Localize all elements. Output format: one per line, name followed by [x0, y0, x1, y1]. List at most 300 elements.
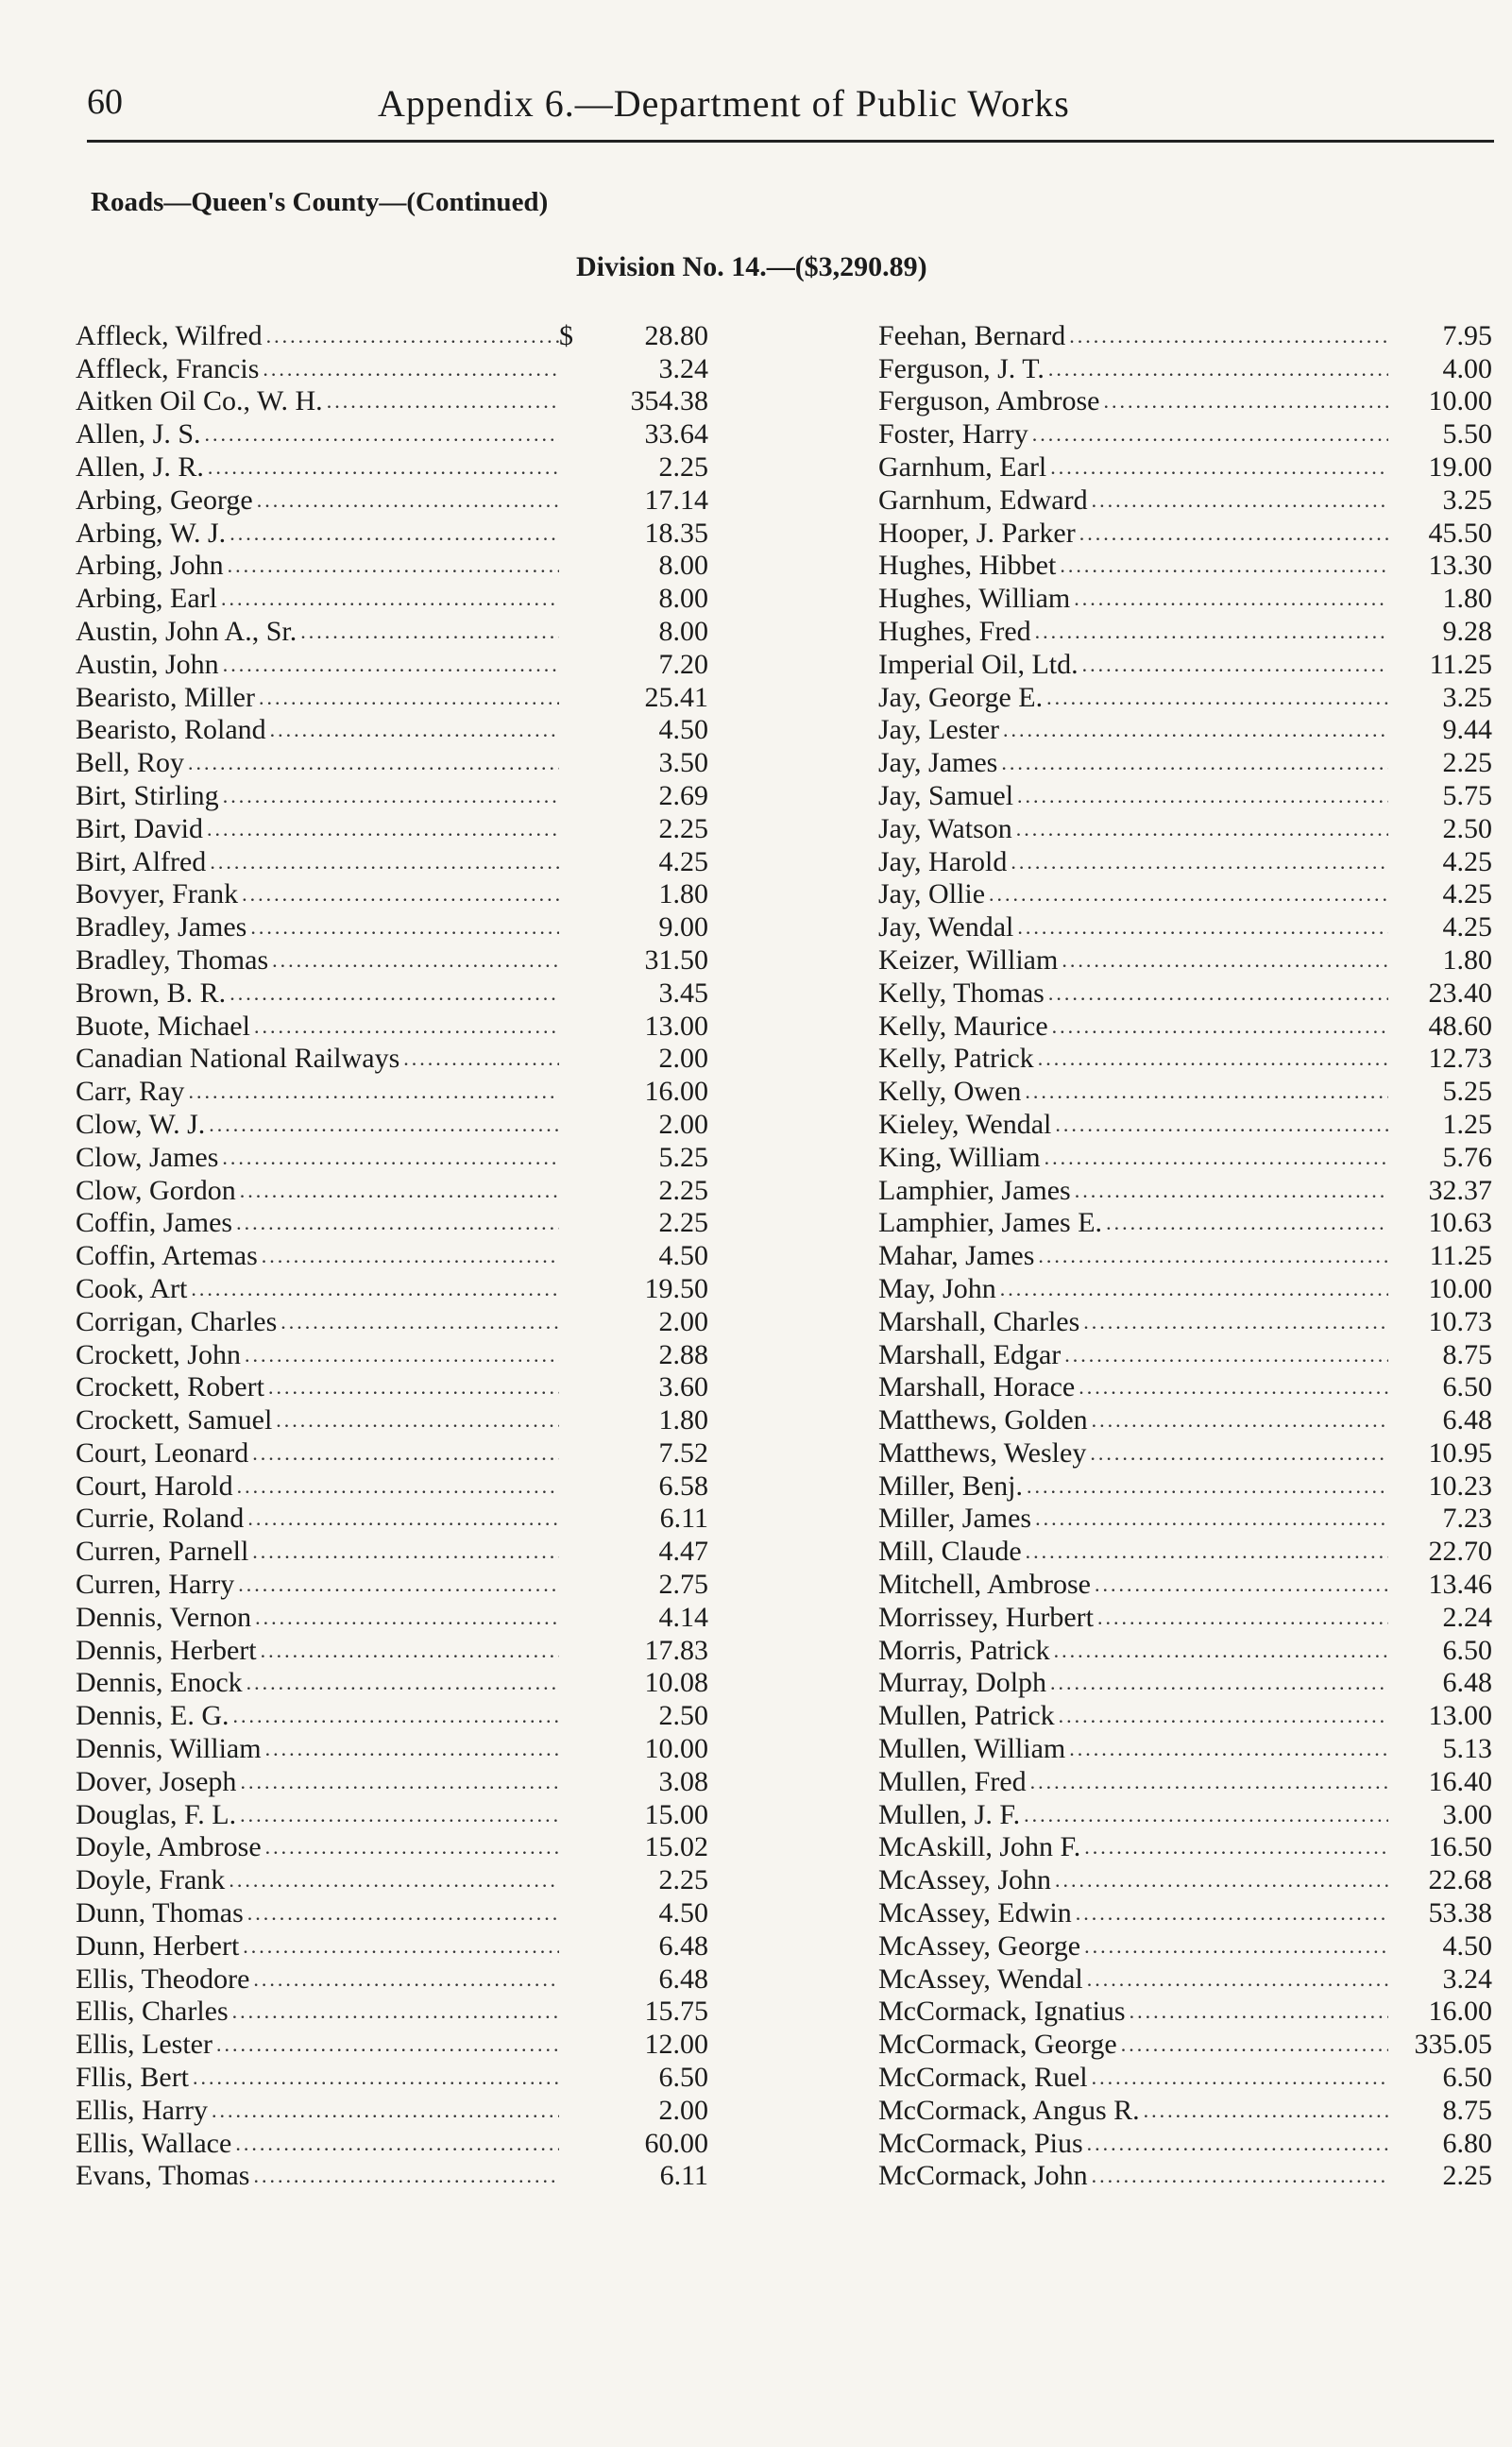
entry-name: Curren, Harry: [76, 1569, 235, 1601]
entry-amount: 11.25: [1429, 1240, 1492, 1272]
entry-amount: 6.80: [1442, 2127, 1492, 2159]
entry-amount: 1.80: [1442, 943, 1492, 976]
list-item: [878, 2028, 1492, 2061]
entry-amount: 12.73: [1428, 1043, 1492, 1075]
dot-leader: [1041, 1142, 1388, 1174]
entry-name: Dunn, Thomas: [76, 1897, 244, 1929]
dot-leader: [1083, 2128, 1388, 2160]
list-item: [76, 1732, 708, 1765]
entry-name: Kieley, Wendal: [878, 1108, 1052, 1140]
dot-leader: [1088, 2062, 1388, 2094]
entry-amount: 3.25: [1442, 681, 1492, 713]
entry-name: Foster, Harry: [878, 418, 1028, 450]
entry-name: Jay, Lester: [878, 714, 999, 746]
entry-amount: 4.00: [1442, 352, 1492, 384]
list-item: [878, 910, 1492, 943]
list-item: [76, 812, 708, 845]
entry-name: Marshall, Edgar: [878, 1338, 1062, 1370]
list-item: [878, 1174, 1492, 1207]
entry-amount: 3.24: [658, 352, 708, 384]
dot-leader: [1070, 583, 1388, 615]
entry-amount: 8.75: [1442, 1338, 1492, 1370]
entry-amount: 16.50: [1428, 1831, 1492, 1863]
entry-name: Canadian National Railways: [76, 1043, 400, 1075]
list-item: [76, 1272, 708, 1305]
dot-leader: [1080, 1930, 1388, 1963]
list-item: [878, 1863, 1492, 1896]
list-item: [76, 2160, 708, 2193]
list-item: [878, 1601, 1492, 1634]
dot-leader: [226, 977, 559, 1010]
dot-leader: [258, 1240, 559, 1272]
list-item: [76, 615, 708, 648]
right-column: [878, 319, 1492, 2192]
entry-amount: 17.14: [644, 484, 708, 516]
list-item: [878, 714, 1492, 747]
list-item: [76, 1699, 708, 1732]
dot-leader: [262, 1733, 559, 1765]
entry-name: Mullen, William: [878, 1733, 1066, 1765]
dot-leader: [999, 714, 1388, 746]
entry-name: McCormack, Ignatius: [878, 1996, 1126, 2028]
list-item: [76, 2094, 708, 2127]
list-item: [76, 746, 708, 779]
dot-leader: [225, 1864, 559, 1896]
entry-name: McCormack, Ruel: [878, 2062, 1088, 2094]
entry-amount: 2.25: [658, 1864, 708, 1896]
entry-name: Ellis, Charles: [76, 1996, 229, 2028]
entry-amount: 335.05: [1414, 2029, 1492, 2061]
list-item: [878, 1436, 1492, 1470]
entry-name: Crockett, John: [76, 1338, 241, 1370]
entry-amount: 32.37: [1428, 1174, 1492, 1206]
dot-leader: [206, 846, 559, 878]
list-item: [878, 1929, 1492, 1963]
entry-name: Garnhum, Edward: [878, 484, 1088, 516]
dot-leader: [1012, 813, 1388, 845]
entry-name: Kelly, Owen: [878, 1076, 1022, 1108]
entry-name: Bell, Roy: [76, 747, 185, 779]
entry-name: Birt, David: [76, 812, 203, 844]
list-item: [878, 484, 1492, 517]
dot-leader: [218, 1142, 559, 1174]
list-item: [878, 648, 1492, 681]
dot-leader: [248, 1536, 559, 1568]
list-item: [76, 385, 708, 418]
entry-amount: 16.00: [1428, 1996, 1492, 2028]
list-item: [76, 1503, 708, 1536]
dot-leader: [204, 451, 559, 484]
dot-leader: [236, 1799, 559, 1831]
entry-amount: 3.45: [658, 977, 708, 1009]
list-item: [76, 319, 708, 352]
dot-leader: [1031, 1503, 1388, 1535]
dot-leader: [257, 1635, 559, 1667]
dot-leader: [1023, 1470, 1388, 1503]
list-item: [76, 582, 708, 615]
entry-name: Allen, J. S.: [76, 418, 201, 450]
entry-amount: 10.95: [1428, 1436, 1492, 1469]
entry-name: Affleck, Wilfred: [76, 319, 263, 351]
entry-name: Mitchell, Ambrose: [878, 1569, 1091, 1601]
entry-amount: 5.13: [1442, 1733, 1492, 1765]
entry-name: Marshall, Horace: [878, 1371, 1076, 1403]
entry-name: Curren, Parnell: [76, 1536, 249, 1568]
currency-symbol: $: [559, 319, 573, 351]
list-item: [878, 1765, 1492, 1798]
entry-amount: 28.80: [644, 319, 708, 351]
entry-name: Lamphier, James: [878, 1174, 1071, 1206]
entry-amount: 2.00: [658, 1305, 708, 1337]
entry-amount: 6.48: [658, 1929, 708, 1962]
dot-leader: [1028, 418, 1388, 450]
entry-amount: 16.40: [1428, 1765, 1492, 1797]
entry-name: Jay, Harold: [878, 845, 1008, 877]
dot-leader: [1075, 1371, 1388, 1403]
dot-leader: [1088, 484, 1388, 517]
entry-name: Crockett, Robert: [76, 1371, 264, 1403]
entry-amount: 6.50: [1442, 1634, 1492, 1666]
dot-leader: [249, 2160, 559, 2192]
dot-leader: [1034, 1043, 1388, 1075]
dot-leader: [1072, 1897, 1388, 1929]
dot-leader: [1045, 977, 1388, 1010]
entry-amount: 1.80: [658, 1404, 708, 1436]
list-item: [878, 1963, 1492, 1996]
dot-leader: [1007, 846, 1388, 878]
list-item: [878, 2160, 1492, 2193]
list-item: [878, 2127, 1492, 2160]
entry-name: McCormack, Angus R.: [878, 2094, 1140, 2126]
entry-amount: 4.25: [658, 845, 708, 877]
entry-amount: 5.25: [658, 1141, 708, 1173]
list-item: [76, 1765, 708, 1798]
dot-leader: [1046, 1667, 1388, 1699]
entry-amount: 15.00: [644, 1798, 708, 1830]
list-item: [76, 2061, 708, 2094]
dot-leader: [1031, 616, 1388, 648]
list-item: [76, 1371, 708, 1404]
list-item: [76, 484, 708, 517]
entry-amount: 48.60: [1428, 1010, 1492, 1042]
entry-amount: 13.00: [1428, 1700, 1492, 1732]
entry-amount: 19.00: [1428, 450, 1492, 483]
dot-leader: [399, 1043, 559, 1075]
list-item: [878, 977, 1492, 1010]
entry-amount: 2.00: [658, 2094, 708, 2126]
entry-name: Mullen, Fred: [878, 1765, 1027, 1797]
list-item: [76, 450, 708, 484]
list-item: [878, 1305, 1492, 1338]
entry-name: Arbing, John: [76, 550, 224, 582]
dot-leader: [208, 2095, 559, 2127]
left-column: [76, 319, 708, 2192]
list-item: [76, 1568, 708, 1601]
list-item: [878, 1272, 1492, 1305]
list-item: [878, 1338, 1492, 1371]
entry-amount: 18.35: [644, 517, 708, 549]
dot-leader: [233, 1470, 559, 1503]
entry-name: McCormack, George: [878, 2029, 1117, 2061]
entry-name: Affleck, Francis: [76, 352, 260, 384]
dot-leader: [259, 353, 559, 385]
entry-name: Ellis, Theodore: [76, 1963, 250, 1995]
dot-leader: [253, 484, 559, 517]
entry-amount: 6.50: [1442, 1371, 1492, 1403]
list-item: [878, 517, 1492, 550]
entry-name: Mullen, Patrick: [878, 1700, 1055, 1732]
dot-leader: [266, 714, 559, 746]
dot-leader: [1079, 649, 1388, 681]
list-item: [76, 1207, 708, 1240]
entry-name: Ferguson, Ambrose: [878, 385, 1100, 417]
entry-name: Coffin, James: [76, 1207, 233, 1239]
dot-leader: [985, 878, 1388, 910]
entry-amount: 13.30: [1428, 550, 1492, 582]
entry-name: Dennis, Enock: [76, 1667, 243, 1699]
page-number: 60: [87, 82, 123, 122]
entry-name: Dennis, William: [76, 1733, 262, 1765]
list-item: [76, 1174, 708, 1207]
list-item: [878, 1010, 1492, 1043]
list-item: [878, 1732, 1492, 1765]
entry-name: Jay, George E.: [878, 681, 1044, 713]
list-item: [76, 648, 708, 681]
list-item: [878, 1667, 1492, 1700]
entry-amount: 5.75: [1442, 779, 1492, 811]
entry-name: Dennis, Herbert: [76, 1634, 257, 1666]
entry-amount: 19.50: [644, 1272, 708, 1304]
list-item: [878, 417, 1492, 450]
entry-amount: 3.00: [1442, 1798, 1492, 1830]
entry-amount: 6.50: [658, 2062, 708, 2094]
entry-amount: 2.50: [658, 1700, 708, 1732]
entry-name: Bearisto, Roland: [76, 714, 266, 746]
entry-amount: 6.48: [1442, 1404, 1492, 1436]
entry-name: Court, Harold: [76, 1470, 233, 1502]
dot-leader: [241, 1339, 559, 1371]
dot-leader: [246, 911, 559, 943]
list-item: [76, 1601, 708, 1634]
entry-name: Carr, Ray: [76, 1076, 185, 1108]
list-item: [76, 1831, 708, 1864]
entry-amount: 25.41: [644, 681, 708, 713]
entry-name: Austin, John A., Sr.: [76, 615, 297, 647]
list-item: [878, 2061, 1492, 2094]
dot-leader: [1013, 780, 1388, 812]
entry-amount: 4.14: [658, 1601, 708, 1633]
entry-amount: 31.50: [644, 943, 708, 976]
entry-name: Lamphier, James E.: [878, 1207, 1103, 1239]
dot-leader: [1055, 1700, 1388, 1732]
entry-amount: 2.69: [658, 779, 708, 811]
list-item: [878, 1798, 1492, 1831]
list-item: [76, 779, 708, 812]
entry-amount: 13.00: [644, 1010, 708, 1042]
entry-name: Hughes, Fred: [878, 615, 1031, 647]
entry-amount: 4.47: [658, 1536, 708, 1568]
entry-amount: 12.00: [644, 2029, 708, 2061]
entry-amount: 2.25: [658, 812, 708, 844]
list-item: [878, 1403, 1492, 1436]
entry-name: May, John: [878, 1272, 996, 1304]
dot-leader: [1102, 1207, 1388, 1239]
entry-amount: 8.75: [1442, 2094, 1492, 2126]
entry-name: McCormack, John: [878, 2160, 1088, 2192]
dot-leader: [184, 747, 559, 779]
list-item: [878, 352, 1492, 385]
list-item: [878, 2094, 1492, 2127]
entry-amount: 4.50: [1442, 1929, 1492, 1962]
dot-leader: [1051, 1864, 1388, 1896]
entry-amount: 2.24: [1442, 1601, 1492, 1633]
list-item: [76, 1075, 708, 1108]
entry-amount: 3.08: [658, 1765, 708, 1797]
dot-leader: [184, 1076, 559, 1108]
entry-amount: 6.58: [658, 1470, 708, 1502]
entry-amount: 1.25: [1442, 1108, 1492, 1140]
dot-leader: [1020, 1799, 1388, 1831]
dot-leader: [1027, 1766, 1388, 1798]
entry-name: Ferguson, J. T.: [878, 352, 1045, 384]
dot-leader: [1056, 550, 1388, 582]
dot-leader: [264, 1371, 559, 1403]
entry-amount: 3.24: [1442, 1963, 1492, 1995]
entry-amount: 7.52: [658, 1436, 708, 1469]
list-item: [878, 1831, 1492, 1864]
list-item: [76, 1010, 708, 1043]
list-item: [878, 1568, 1492, 1601]
entry-amount: 10.63: [1428, 1207, 1492, 1239]
dot-leader: [1086, 1437, 1388, 1470]
entry-amount: 3.25: [1442, 484, 1492, 516]
entry-amount: 10.00: [1428, 1272, 1492, 1304]
dot-leader: [226, 518, 559, 550]
entry-amount: 4.25: [1442, 911, 1492, 943]
list-item: [878, 943, 1492, 977]
list-item: [878, 1108, 1492, 1141]
entry-amount: 4.50: [658, 714, 708, 746]
entry-amount: 2.25: [658, 450, 708, 483]
entry-amount: 23.40: [1428, 977, 1492, 1009]
list-item: [76, 417, 708, 450]
list-item: [76, 1929, 708, 1963]
dot-leader: [1117, 2029, 1388, 2061]
entry-name: Ellis, Wallace: [76, 2127, 232, 2159]
dot-leader: [236, 1766, 559, 1798]
entry-name: Arbing, W. J.: [76, 517, 227, 549]
dot-leader: [323, 385, 559, 417]
page-header: [0, 0, 1512, 151]
dot-leader: [251, 1602, 559, 1634]
entry-amount: 6.50: [1442, 2062, 1492, 2094]
entry-name: Feehan, Bernard: [878, 319, 1066, 351]
dot-leader: [205, 1109, 559, 1141]
entry-name: Mill, Claude: [878, 1536, 1022, 1568]
list-item: [76, 1667, 708, 1700]
entry-name: Fllis, Bert: [76, 2062, 190, 2094]
dot-leader: [201, 418, 559, 450]
dot-leader: [1088, 2160, 1388, 2192]
list-item: [878, 681, 1492, 714]
entry-amount: 4.25: [1442, 878, 1492, 910]
entry-amount: 2.00: [658, 1108, 708, 1140]
entry-name: Murray, Dolph: [878, 1667, 1047, 1699]
entry-amount: 3.50: [658, 747, 708, 779]
entry-name: Evans, Thomas: [76, 2160, 250, 2192]
entry-name: Matthews, Wesley: [878, 1436, 1087, 1469]
dot-leader: [277, 1306, 559, 1338]
entry-name: Currie, Roland: [76, 1503, 245, 1535]
entry-name: Buote, Michael: [76, 1010, 250, 1042]
dot-leader: [1022, 1536, 1388, 1568]
list-item: [76, 2028, 708, 2061]
entry-amount: 10.73: [1428, 1305, 1492, 1337]
entry-name: Miller, James: [878, 1503, 1032, 1535]
dot-leader: [249, 1963, 559, 1996]
entry-amount: 2.88: [658, 1338, 708, 1370]
dot-leader: [297, 616, 559, 648]
entry-name: Kelly, Patrick: [878, 1043, 1034, 1075]
entry-amount: 10.00: [644, 1733, 708, 1765]
entry-amount: 17.83: [644, 1634, 708, 1666]
list-item: [76, 1634, 708, 1667]
list-item: [878, 1239, 1492, 1272]
entry-amount: 6.11: [659, 1503, 708, 1535]
list-item: [878, 615, 1492, 648]
entry-name: Jay, James: [878, 747, 998, 779]
dot-leader: [1083, 1963, 1388, 1996]
dot-leader: [250, 1011, 559, 1043]
dot-leader: [1099, 385, 1388, 417]
entry-name: Marshall, Charles: [878, 1305, 1080, 1337]
dot-leader: [224, 550, 559, 582]
dot-leader: [1091, 1569, 1388, 1601]
dot-leader: [238, 878, 559, 910]
list-item: [76, 1996, 708, 2029]
entry-name: Dennis, Vernon: [76, 1601, 252, 1633]
entry-name: Bovyer, Frank: [76, 878, 239, 910]
list-item: [76, 517, 708, 550]
list-item: [76, 878, 708, 911]
dot-leader: [229, 1996, 559, 2028]
entry-name: Dennis, E. G.: [76, 1700, 229, 1732]
entry-name: Matthews, Golden: [878, 1404, 1088, 1436]
list-item: [76, 681, 708, 714]
list-item: [878, 1075, 1492, 1108]
dot-leader: [1050, 1635, 1388, 1667]
entry-name: Clow, Gordon: [76, 1174, 236, 1206]
entry-name: McCormack, Pius: [878, 2127, 1083, 2159]
entry-name: Bearisto, Miller: [76, 681, 255, 713]
dot-leader: [219, 649, 559, 681]
entry-amount: 5.25: [1442, 1076, 1492, 1108]
list-item: [878, 582, 1492, 615]
list-item: [878, 1141, 1492, 1174]
dot-leader: [217, 583, 559, 615]
list-item: [76, 1798, 708, 1831]
entry-amount: 2.75: [658, 1569, 708, 1601]
entry-amount: 11.25: [1429, 648, 1492, 680]
list-item: [878, 385, 1492, 418]
list-item: [878, 1699, 1492, 1732]
entry-name: Court, Leonard: [76, 1436, 249, 1469]
entry-name: Kelly, Maurice: [878, 1010, 1048, 1042]
entry-name: Jay, Ollie: [878, 878, 986, 910]
entry-name: Garnhum, Earl: [878, 450, 1047, 483]
dot-leader: [255, 682, 559, 714]
list-item: [76, 1896, 708, 1929]
